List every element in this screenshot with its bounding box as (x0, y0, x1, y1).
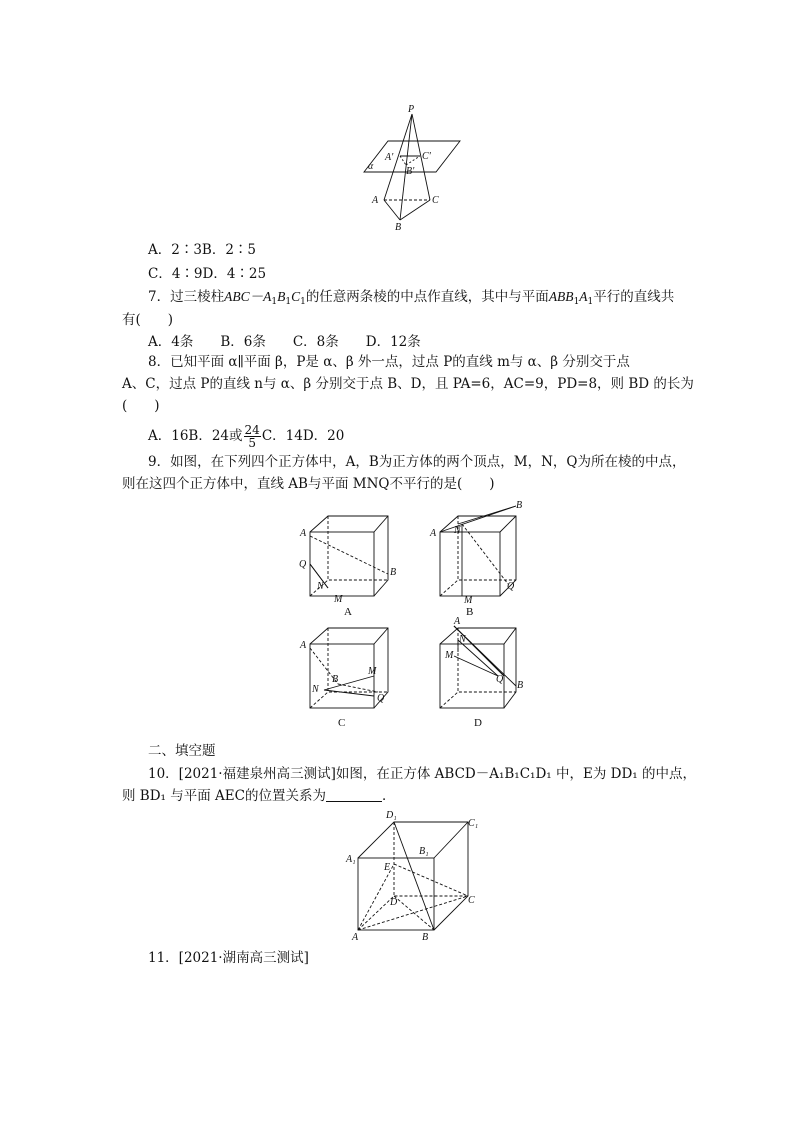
cube-b-label-b: B (516, 500, 523, 511)
pyramid-plane-figure (360, 104, 470, 234)
cube-a-label-a: A (300, 528, 307, 539)
section-fill-in-title: 二、填空题 (148, 743, 216, 759)
label-b1: B₁ (419, 846, 429, 857)
q8-options: A．16B．24或 $\frac{24}{5}$ C．14D．20 (148, 423, 345, 450)
cube-d-label-b: B (517, 680, 524, 691)
cube-b-caption: B (466, 606, 474, 618)
q9-stem-line1: 9．如图，在下列四个正方体中，A，B为正方体的两个顶点，M，N，Q为所在棱的中点， (148, 454, 686, 470)
label-a1: A₁ (346, 854, 356, 865)
q8-stem-line3: ( ) (122, 398, 160, 414)
cube-figure-d (428, 612, 538, 732)
edge-b1c1 (406, 156, 420, 165)
cube-figure-a (298, 510, 408, 620)
edge-a1b1 (400, 156, 406, 165)
label-a1: A' (385, 152, 394, 163)
cube-a-caption: A (344, 606, 352, 618)
edge-bc (400, 200, 430, 220)
cube-d-label-m: M (445, 650, 454, 661)
label-b: B (395, 222, 402, 233)
label-alpha: α (368, 161, 374, 172)
label-c: C (432, 195, 439, 206)
q6-options-row1: A．2∶3B．2∶5 (148, 242, 257, 258)
label-d: D (390, 897, 398, 908)
q10-stem-line2: 则 BD₁ 与平面 AEC的位置关系为 ． (122, 788, 396, 804)
cube-a-label-b: B (390, 567, 397, 578)
cube-a-label-n: N (317, 581, 324, 592)
cube-abcd-figure (344, 808, 484, 942)
q8-stem-line2: A、C，过点 P的直线 n与 α、β 分别交于点 B、D，且 PA=6，AC=9，PD=8，则 BD 的长为 (122, 376, 694, 392)
q7-stem-line2: 有( ) (122, 312, 174, 328)
q10-stem-line1: 10．[2021·福建泉州高三测试]如图，在正方体 ABCD－A₁B₁C₁D₁ 中，E为 DD₁ 的中点， (148, 766, 696, 782)
q7-options: A．4条 B．6条 C．8条 D．12条 (148, 334, 421, 350)
label-a: A (352, 932, 359, 943)
cube-d-caption: D (474, 717, 482, 729)
q11-stem-line1: 11．[2021·湖南高三测试] (148, 950, 309, 966)
cube-a-label-m: M (334, 594, 343, 605)
cube-c-label-m: M (368, 666, 377, 677)
q6-options-row2: C．4∶9D．4∶25 (148, 266, 267, 282)
q8-stem-line1: 8．已知平面 α∥平面 β，P是 α、β 外一点，过点 P的直线 m与 α、β 分别交于点 (148, 354, 630, 370)
cube-d-label-q: Q (496, 674, 504, 685)
edge-ab (384, 200, 400, 220)
cube-a-label-q: Q (299, 559, 307, 570)
fraction-24-5: $\frac{24}{5}$ (244, 423, 260, 450)
cube-d-label-a: A (454, 616, 461, 627)
cube-b-label-m: M (464, 595, 473, 606)
label-b: B (422, 932, 429, 943)
cube-figure-b (428, 500, 538, 620)
cube-c-label-n: N (312, 684, 319, 695)
cube-figure-c (298, 622, 408, 732)
q7-stem-line1: 7．过三棱柱$ABC-A_1B_1C_1$的任意两条棱的中点作直线，其中与平面$ABB_1A_1$平行的直线共 (148, 289, 675, 307)
label-c: C (468, 895, 475, 906)
q9-stem-line2: 则在这四个正方体中，直线 AB与平面 MNQ不平行的是( ) (122, 476, 495, 492)
cube-b-label-n: N (454, 525, 461, 536)
label-c1: C₁ (468, 818, 479, 829)
cube-b-label-q: Q (507, 581, 515, 592)
cube-c-caption: C (338, 717, 346, 729)
label-d1: D₁ (386, 810, 397, 821)
cube-c-label-b: B (332, 674, 339, 685)
cube-c-label-q: Q (377, 693, 385, 704)
answer-blank[interactable] (326, 787, 382, 802)
label-p: P (408, 104, 415, 115)
cube-c-label-a: A (300, 640, 307, 651)
label-c1: C' (422, 151, 431, 162)
cube-b-label-a: A (430, 528, 437, 539)
label-b1: B' (406, 166, 415, 177)
cube-d-label-n: N (459, 634, 466, 645)
label-e: E (384, 862, 391, 873)
label-a: A (372, 195, 379, 206)
